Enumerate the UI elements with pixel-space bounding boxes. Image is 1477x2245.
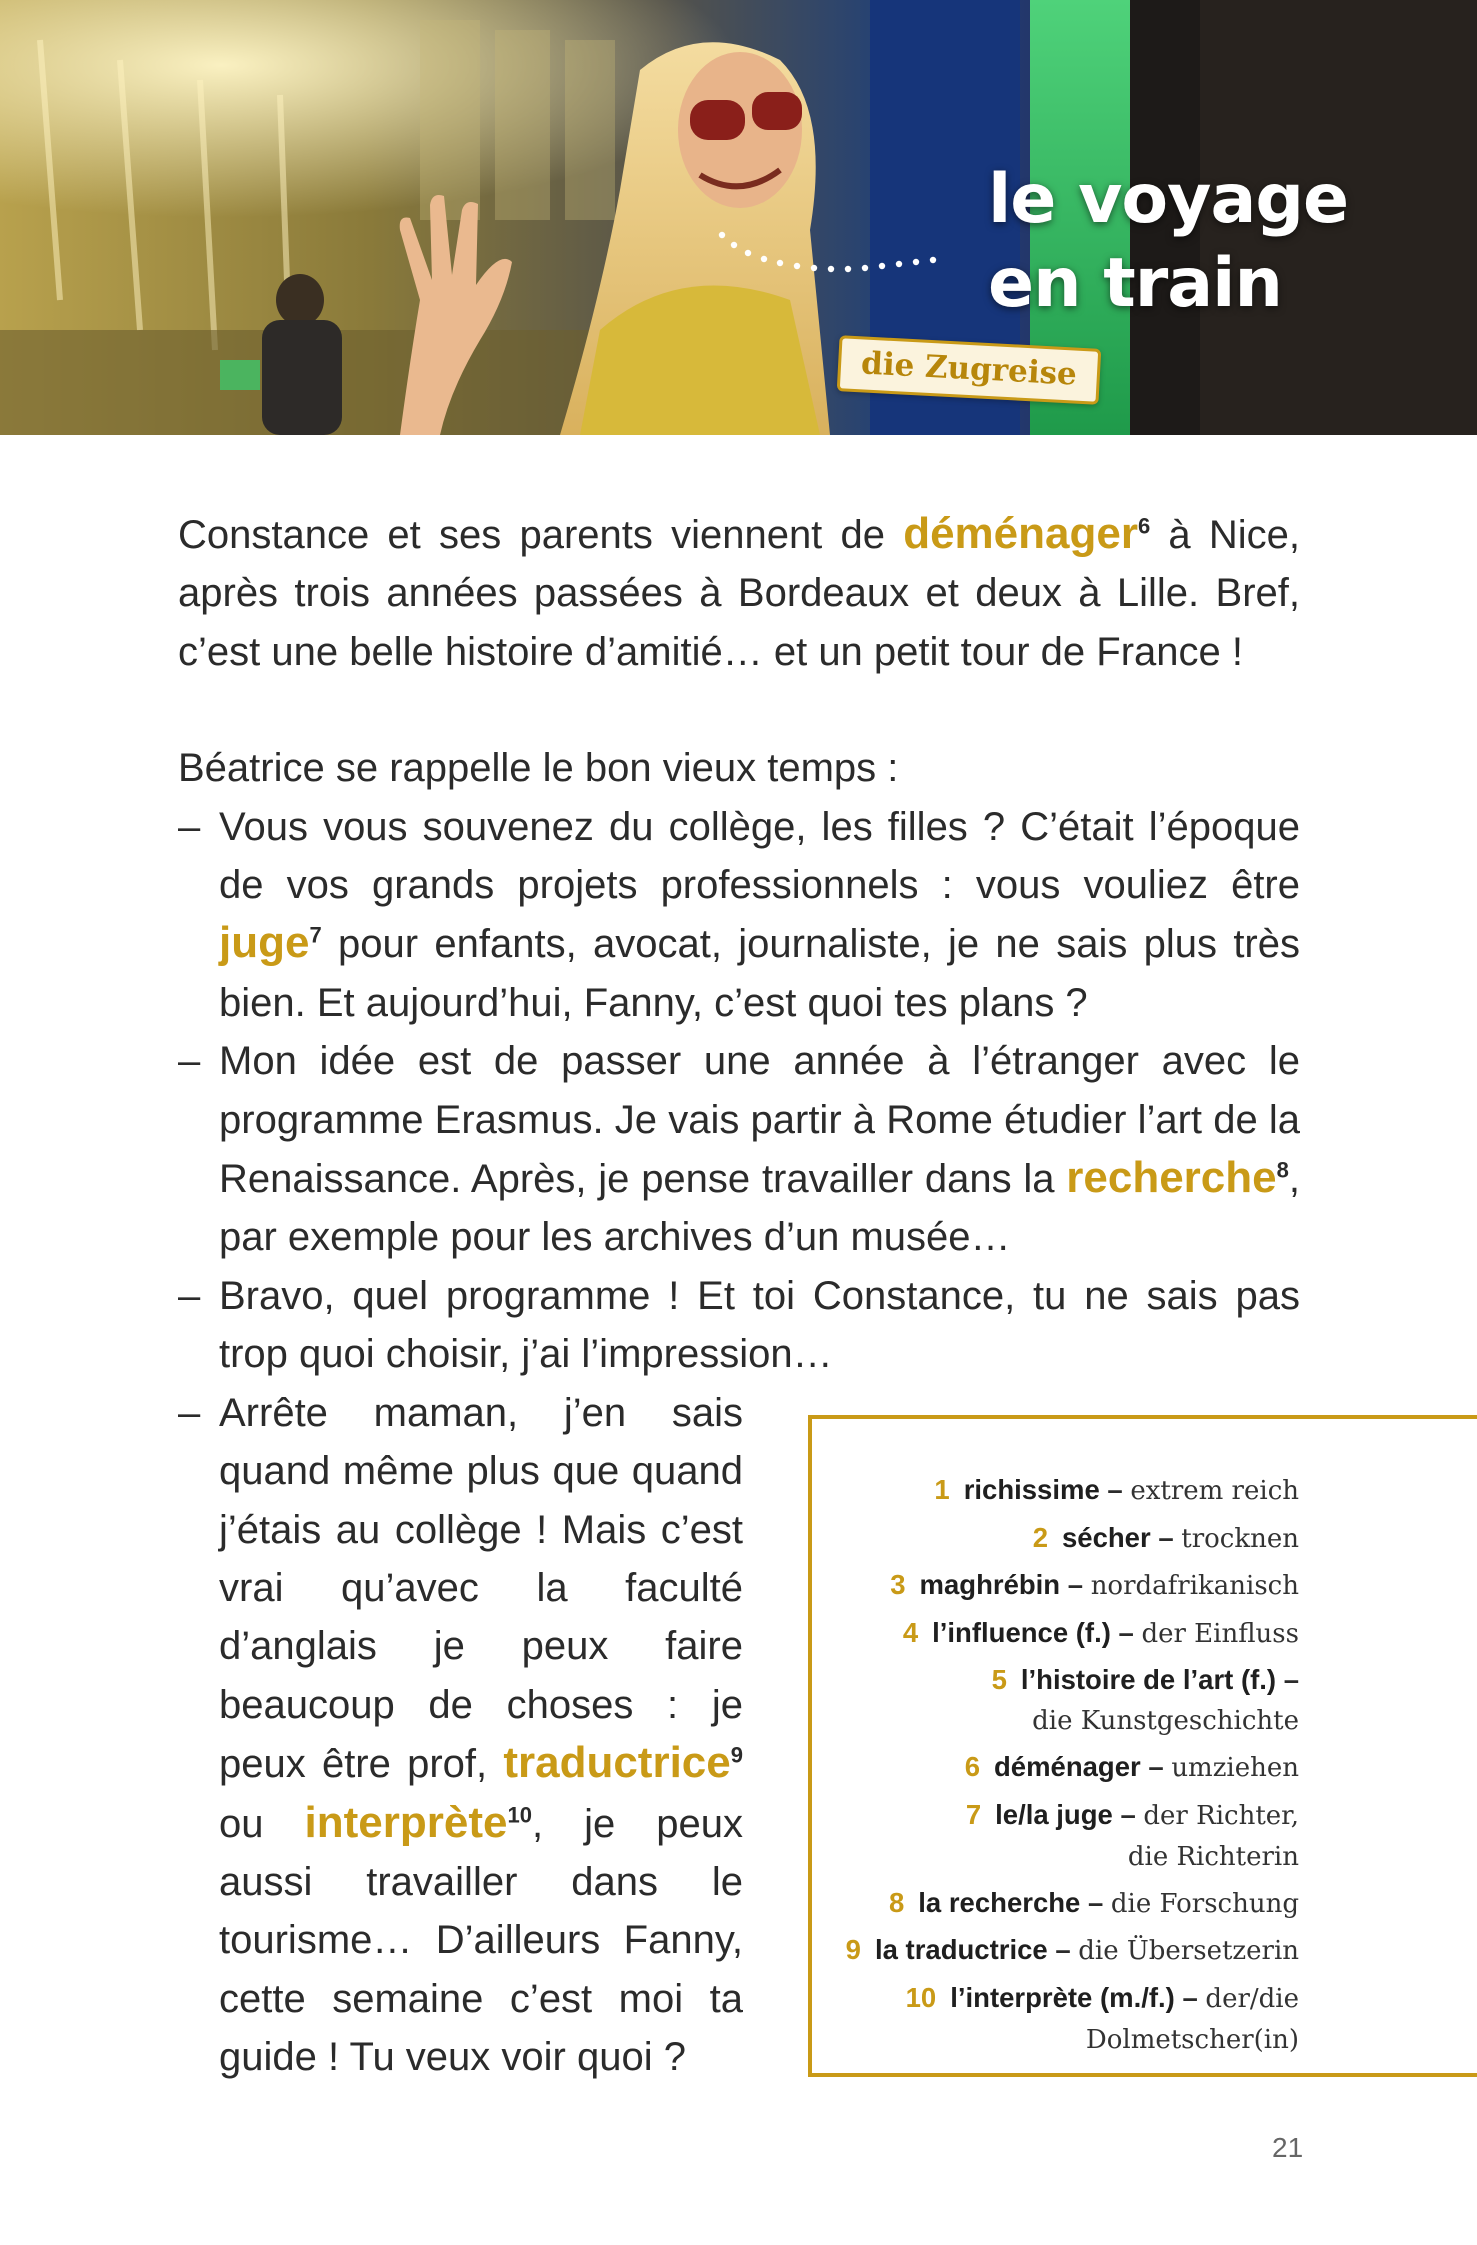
vocab-term: la traductrice (874, 1934, 1048, 1965)
vocabulary-list (846, 1467, 1299, 2063)
vocab-separator: – (1283, 1664, 1299, 1695)
dialogue-4-part-3: , je peux aussi travailler dans le tourisme… D’ailleurs Fanny, cette semaine c’est moi ta guide ! Tu veux voir quoi ? (219, 1801, 744, 2080)
banner-subtitle-label: die Zugreise (837, 335, 1101, 405)
dialogue-1-after: pour enfants, avocat, journaliste, je ne sais plus très bien. Et aujourd’hui, Fanny, c’est quoi tes plans ? (219, 922, 1300, 1025)
header-banner (0, 0, 1477, 435)
vocab-highlight-juge: juge (219, 918, 310, 968)
vocab-number: 10 (905, 1981, 937, 2013)
vocab-number: 7 (965, 1798, 982, 1830)
vocab-separator: – (1118, 1616, 1134, 1648)
intro-paragraph (178, 505, 1300, 681)
intro-text-after: à Nice, après trois années passées à Bordeaux et deux à Lille. Bref, c’est une belle histoire d’amitié… et un petit tour de France ! (178, 513, 1301, 674)
vocab-number: 4 (902, 1616, 919, 1648)
dialogue-4-part-2: ou (219, 1801, 305, 1846)
vocab-separator: – (1182, 1981, 1198, 2013)
vocab-separator: – (1055, 1934, 1071, 1965)
dialogue-1-before: Vous vous souvenez du collège, les filles ? C’était l’époque de vos grands projets professionnels : vous vouliez être (219, 804, 1300, 908)
vocab-translation: die Übersetzerin (1078, 1936, 1299, 1966)
vocab-separator: – (1107, 1474, 1123, 1505)
footnote-marker-6: 6 (1137, 513, 1151, 539)
vocab-number: 2 (1032, 1521, 1048, 1553)
page-number: 21 (1272, 2132, 1304, 2163)
vocab-translation-cont: die Richterin (1127, 1841, 1299, 1872)
vocab-highlight-demenager: déménager (903, 509, 1138, 558)
banner-title-line-2: en train (988, 244, 1282, 323)
vocab-item (846, 1657, 1299, 1744)
vocab-number: 8 (888, 1886, 905, 1918)
dialogue-2-before: Mon idée est de passer une année à l’étranger avec le programme Erasmus. Je vais partir à Rome étudier l’art de la Renaissance. Après, je pense travailler dans la (219, 1039, 1300, 1202)
footnote-marker-7: 7 (309, 923, 322, 949)
banner-title (988, 158, 1348, 326)
vocab-number: 5 (991, 1664, 1007, 1695)
dialogue-line-3 (178, 1267, 1300, 1384)
vocab-translation: die Kunstgeschichte (1032, 1706, 1299, 1736)
vocab-item (846, 1927, 1299, 1975)
vocab-item (846, 1467, 1299, 1515)
vocab-item (846, 1880, 1299, 1928)
vocab-item (846, 1610, 1299, 1658)
dialogue-dash: – (178, 1039, 201, 1084)
vocab-item (846, 1975, 1299, 2063)
vocabulary-box (808, 1415, 1477, 2077)
vocab-translation: die Forschung (1110, 1888, 1299, 1919)
dialogue-line-1 (178, 798, 1300, 1033)
vocab-term: richissime (963, 1474, 1100, 1505)
dialogue-3-text: Bravo, quel programme ! Et toi Constance, tu ne sais pas trop quoi choisir, j’ai l’impression… (219, 1273, 1300, 1377)
vocab-translation-cont: Dolmetscher(in) (1085, 2024, 1299, 2055)
dialogue-dash: – (178, 1390, 201, 1435)
vocab-translation: der Richter, (1143, 1800, 1299, 1831)
vocab-term: l’interprète (m./f.) (950, 1981, 1175, 2013)
footnote-marker-9: 9 (730, 1742, 743, 1768)
dialogue-line-4 (178, 1384, 743, 2087)
footnote-marker-10: 10 (507, 1802, 532, 1828)
vocab-separator: – (1067, 1569, 1084, 1600)
vocab-separator: – (1087, 1886, 1104, 1918)
vocab-translation: umziehen (1171, 1753, 1299, 1783)
vocab-translation: trocknen (1181, 1523, 1299, 1554)
vocab-separator: – (1148, 1751, 1164, 1782)
dialogue-4-part-1: Arrête maman, j’en sais quand même plus que quand j’étais au collège ! Mais c’est vrai qu’avec la faculté d’anglais je peux faire beaucoup de choses : je peux être prof, (219, 1390, 743, 1787)
paragraph-gap (178, 681, 1300, 739)
vocab-translation: der/die (1205, 1983, 1299, 2014)
footnote-marker-8: 8 (1276, 1157, 1289, 1183)
vocab-highlight-interprete: interprète (304, 1797, 508, 1847)
vocab-term: l’histoire de l’art (f.) (1020, 1664, 1277, 1695)
vocab-number: 6 (964, 1751, 980, 1782)
dialogue-line-2 (178, 1032, 1300, 1267)
dialogue-dash: – (178, 804, 201, 849)
vocab-term: maghrébin (919, 1569, 1061, 1600)
vocab-number: 9 (845, 1934, 861, 1965)
vocab-highlight-recherche: recherche (1066, 1153, 1277, 1203)
intro-text-before: Constance et ses parents viennent de (178, 513, 904, 557)
lead-line: Béatrice se rappelle le bon vieux temps : (178, 746, 899, 791)
vocab-translation: der Einfluss (1141, 1618, 1299, 1649)
vocab-term: le/la juge (995, 1798, 1113, 1830)
dialogue-2-after: , par exemple pour les archives d’un musée… (219, 1157, 1300, 1260)
vocab-separator: – (1158, 1521, 1174, 1553)
vocab-item (846, 1744, 1299, 1792)
vocab-term: sécher (1062, 1521, 1151, 1553)
vocab-translation: nordafrikanisch (1090, 1571, 1299, 1601)
dialogue-dash: – (178, 1273, 201, 1318)
vocab-number: 3 (890, 1569, 906, 1600)
vocab-translation: extrem reich (1130, 1476, 1299, 1506)
banner-title-line-1: le voyage (988, 160, 1349, 239)
vocab-term: déménager (994, 1751, 1141, 1782)
vocab-term: la recherche (918, 1886, 1081, 1918)
vocab-separator: – (1120, 1798, 1136, 1830)
vocab-item (846, 1515, 1299, 1563)
vocab-term: l’influence (f.) (932, 1616, 1111, 1648)
vocab-item (846, 1562, 1299, 1610)
vocab-item (846, 1792, 1299, 1880)
vocab-highlight-traductrice: traductrice (503, 1738, 731, 1788)
vocab-number: 1 (934, 1474, 950, 1505)
